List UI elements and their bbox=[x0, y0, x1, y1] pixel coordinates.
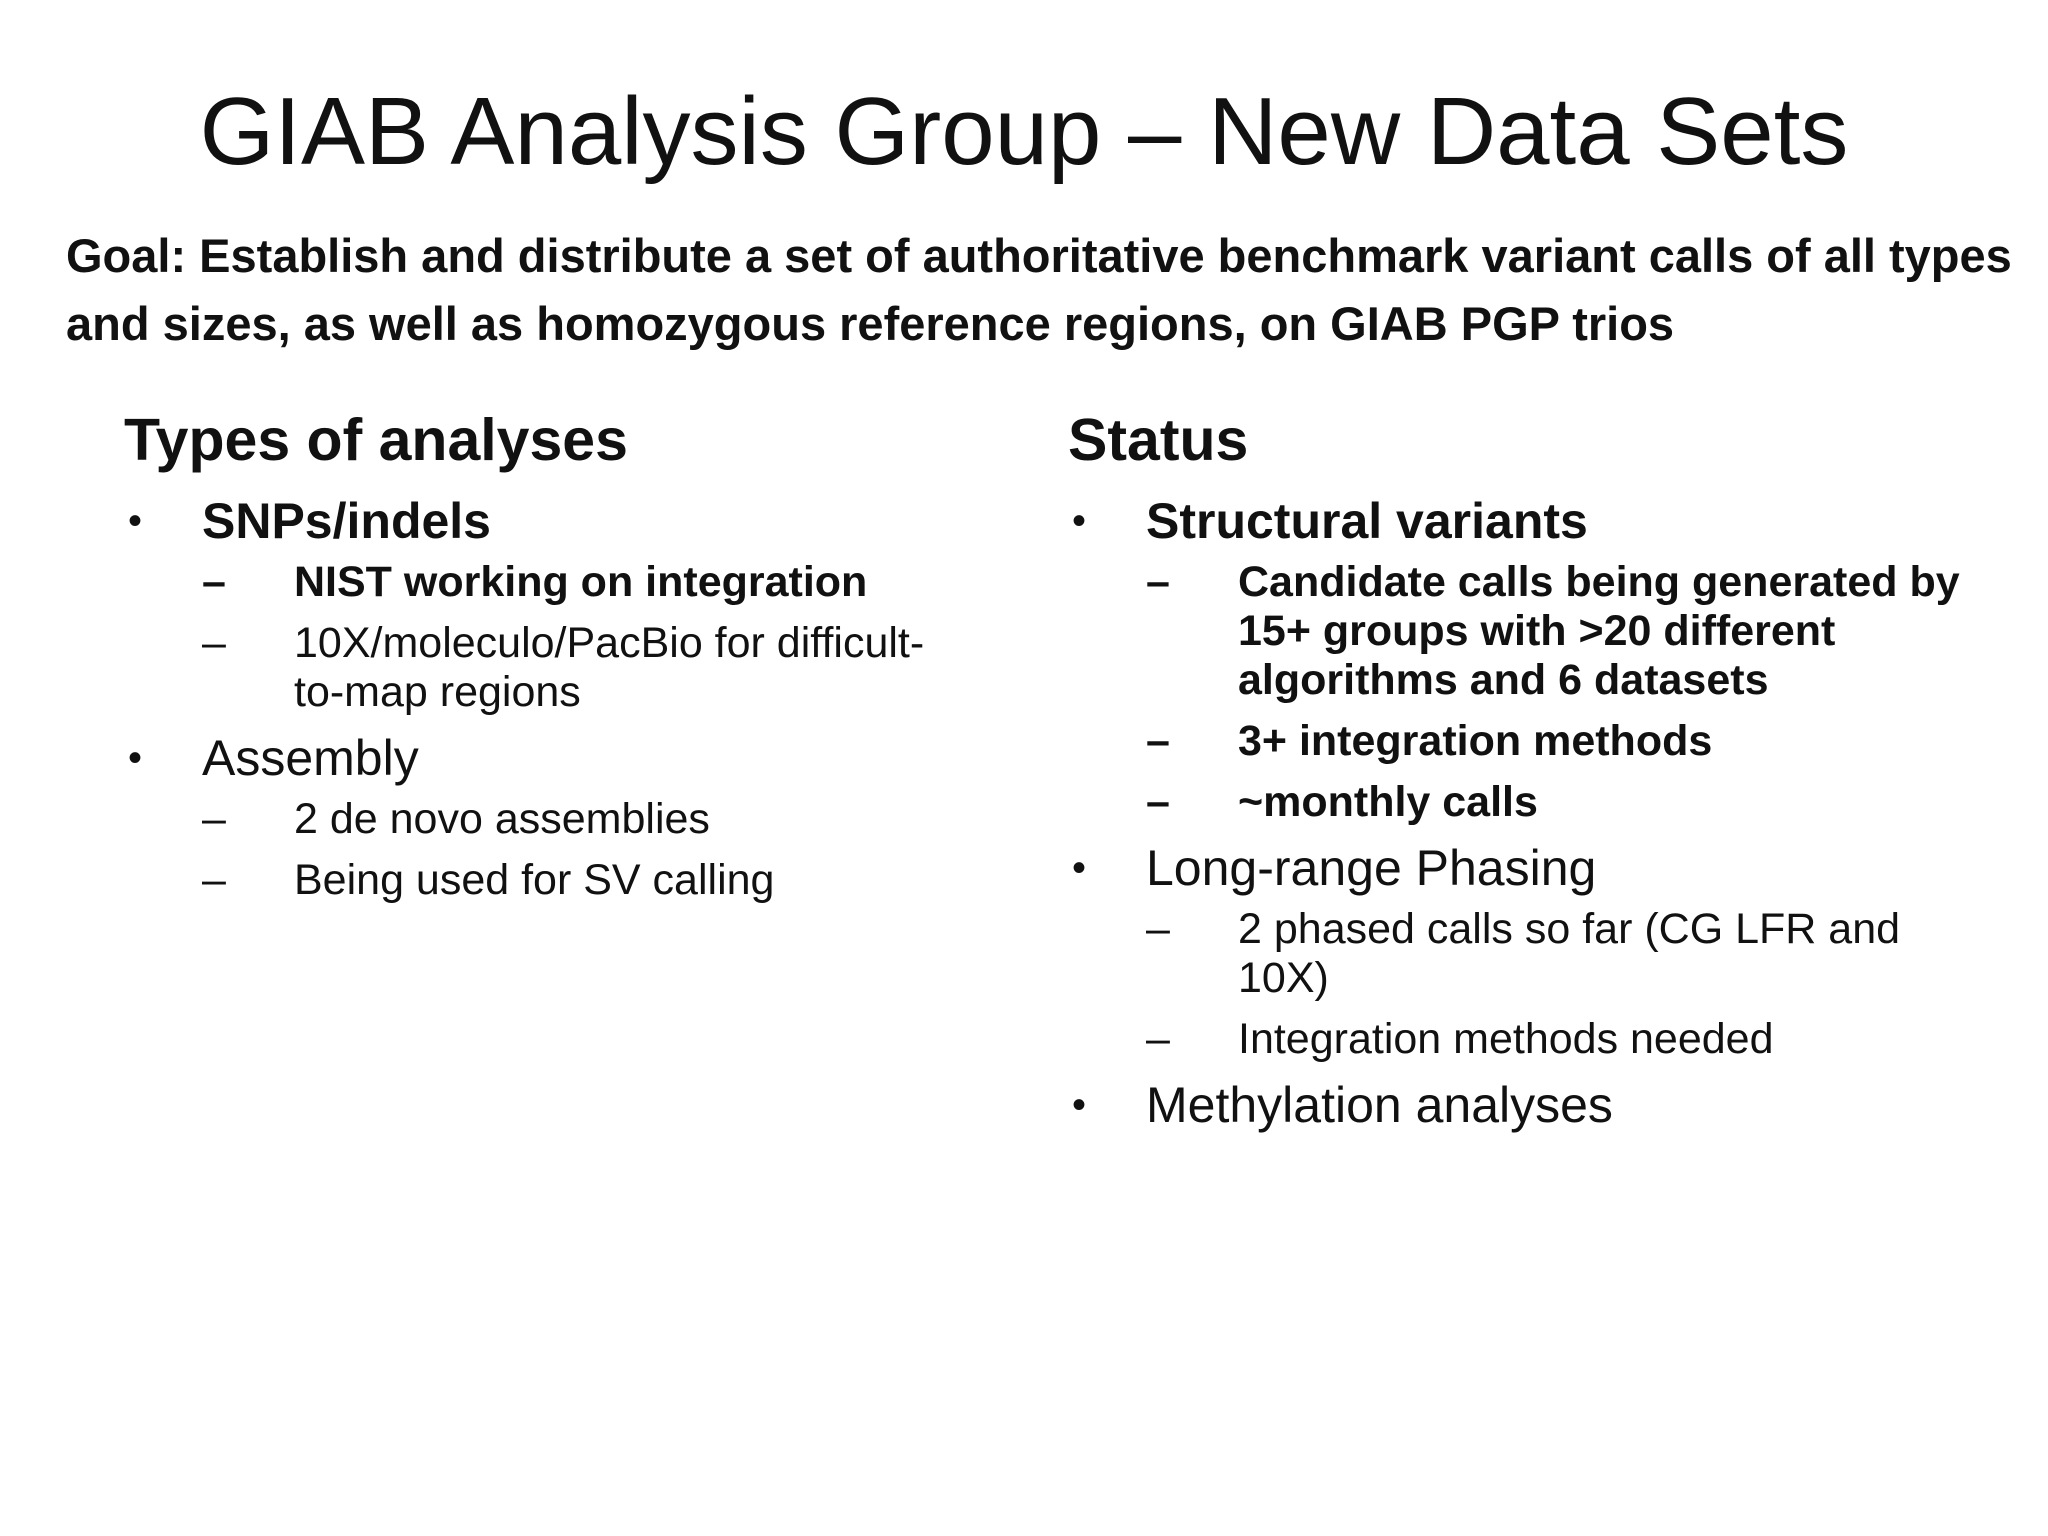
sub-dash: – bbox=[1146, 1015, 1170, 1063]
sub-item-text: Candidate calls being generated by 15+ groups with >20 different algorithms and 6 datasets bbox=[1238, 558, 1960, 704]
bullet-long-range-phasing bbox=[1068, 839, 1968, 1064]
bullet-dot: • bbox=[1072, 1083, 1087, 1127]
bullet-label: Assembly bbox=[202, 730, 419, 786]
sub-item-text: Being used for SV calling bbox=[294, 856, 775, 904]
sub-item-text: ~monthly calls bbox=[1238, 778, 1538, 826]
sub-item bbox=[202, 619, 964, 717]
slide-title: GIAB Analysis Group – New Data Sets bbox=[199, 78, 1849, 185]
sub-item bbox=[1146, 905, 1968, 1003]
bullet-label: Long-range Phasing bbox=[1146, 840, 1597, 896]
bullet-label: SNPs/indels bbox=[202, 493, 491, 549]
sub-item bbox=[1146, 1015, 1968, 1064]
sub-item bbox=[202, 795, 964, 844]
bullet-label: Structural variants bbox=[1146, 493, 1588, 549]
types-of-analyses-heading: Types of analyses bbox=[124, 407, 628, 473]
sub-item-text: NIST working on integration bbox=[294, 558, 868, 606]
goal-statement: Goal: Establish and distribute a set of authoritative benchmark variant calls of all types and sizes, as well as homozygous reference regions, on GIAB PGP trios bbox=[66, 229, 2012, 350]
sub-item bbox=[1146, 717, 1968, 766]
sub-dash: – bbox=[1146, 558, 1170, 606]
status-heading: Status bbox=[1068, 407, 1249, 473]
sub-dash: – bbox=[202, 856, 226, 904]
sub-list bbox=[1146, 905, 1968, 1064]
bullet-dot: • bbox=[1072, 499, 1087, 543]
sub-item-text: 2 phased calls so far (CG LFR and 10X) bbox=[1238, 905, 1901, 1002]
sub-item-text: 3+ integration methods bbox=[1238, 717, 1713, 765]
sub-list bbox=[202, 558, 964, 717]
sub-item bbox=[202, 558, 964, 607]
sub-item bbox=[1146, 558, 1968, 705]
sub-item-text: 10X/moleculo/PacBio for difficult-to-map regions bbox=[294, 619, 925, 716]
types-of-analyses-column bbox=[124, 404, 964, 917]
status-column bbox=[1068, 404, 1968, 1144]
bullet-dot: • bbox=[1072, 846, 1087, 890]
bullet-assembly bbox=[124, 729, 964, 905]
status-list bbox=[1068, 492, 1968, 1134]
sub-dash: – bbox=[202, 558, 226, 606]
sub-list bbox=[1146, 558, 1968, 827]
sub-dash: – bbox=[202, 619, 226, 667]
bullet-dot: • bbox=[128, 499, 143, 543]
sub-dash: – bbox=[1146, 778, 1170, 826]
sub-item-text: Integration methods needed bbox=[1238, 1015, 1774, 1063]
bullet-dot: • bbox=[128, 736, 143, 780]
sub-dash: – bbox=[202, 795, 226, 843]
sub-item bbox=[1146, 778, 1968, 827]
types-of-analyses-list bbox=[124, 492, 964, 905]
sub-item-text: 2 de novo assemblies bbox=[294, 795, 710, 843]
bullet-snps-indels bbox=[124, 492, 964, 717]
sub-dash: – bbox=[1146, 717, 1170, 765]
sub-item bbox=[202, 856, 964, 905]
bullet-structural-variants bbox=[1068, 492, 1968, 827]
bullet-methylation-analyses bbox=[1068, 1076, 1968, 1134]
sub-dash: – bbox=[1146, 905, 1170, 953]
sub-list bbox=[202, 795, 964, 905]
bullet-label: Methylation analyses bbox=[1146, 1077, 1613, 1133]
